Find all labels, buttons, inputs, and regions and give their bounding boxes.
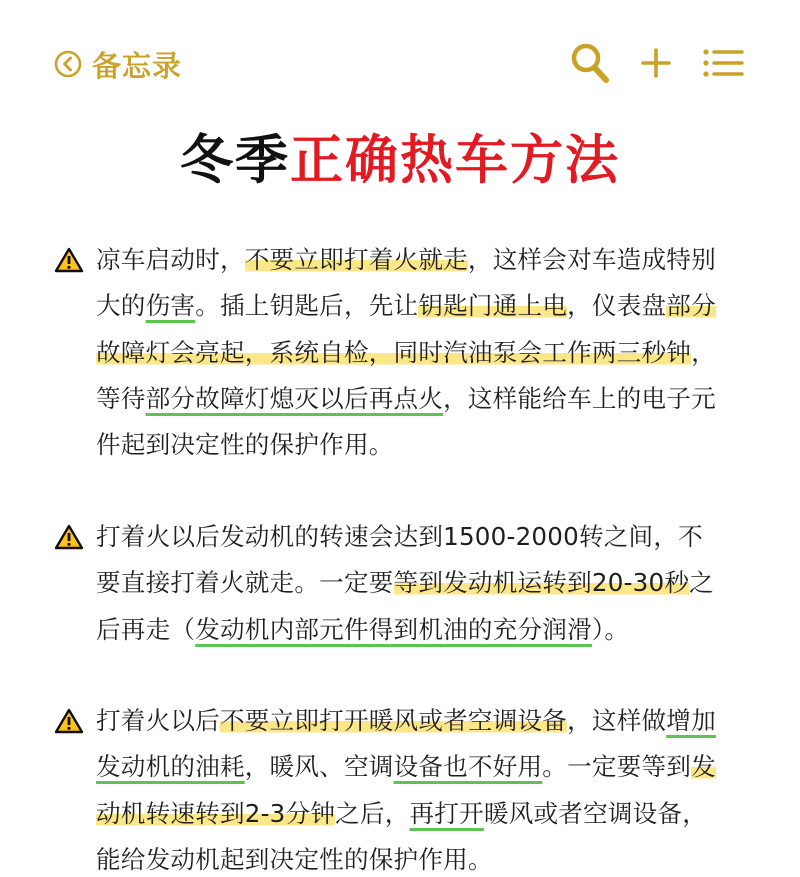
highlighted-text: 等到发动机运转到20-30秒 [393, 568, 690, 598]
text-segment: ， [691, 337, 716, 367]
highlighted-text: 动机转速转到2-3分钟 [96, 798, 336, 828]
underlined-text: 发动机的油耗 [96, 752, 245, 782]
text-line [96, 428, 394, 462]
text-line [96, 336, 716, 370]
highlighted-text: 发 [691, 752, 716, 782]
highlighted-text: 故障灯会亮起，系统自检，同时汽油泵会工作两三秒钟 [96, 337, 692, 367]
title-red-part: 正确热车方法 [290, 130, 620, 191]
title-black-part: 冬季 [180, 130, 290, 191]
text-segment: 后再走（ [96, 614, 196, 644]
text-segment: 。插上钥匙后，先让 [195, 291, 419, 321]
text-segment: 之后， [335, 798, 410, 828]
warning-icon [54, 247, 84, 273]
underlined-text: 发动机内部元件得到机油的充分润滑 [195, 614, 592, 644]
text-line [96, 566, 714, 600]
text-segment: ，这样会对车造成特别 [467, 245, 716, 274]
text-line [96, 289, 716, 323]
text-segment: ，这样做 [567, 706, 667, 735]
highlighted-text: 钥匙门通上电 [418, 291, 568, 321]
text-line [96, 520, 703, 554]
underlined-text: 再打开 [409, 798, 484, 828]
back-label: 备忘录 [92, 48, 183, 83]
text-line [96, 704, 716, 738]
underlined-text: 设备也不好用 [393, 752, 543, 782]
underlined-text: 增加 [666, 706, 716, 735]
text-segment: ）。 [591, 614, 630, 644]
text-segment: 暖风或者空调设备， [483, 798, 708, 828]
text-segment: 大的 [96, 291, 146, 321]
text-segment: 。一定要等到 [542, 752, 692, 782]
warning-icon [54, 708, 84, 734]
text-line [96, 382, 716, 416]
text-segment: 要直接打着火就走。一定要 [96, 568, 394, 598]
underlined-text: 伤害 [145, 291, 196, 321]
text-segment: 打着火以后 [96, 706, 220, 735]
underlined-text: 部分故障灯熄灭以后再点火 [145, 383, 444, 413]
highlighted-text: 不要立即打着火就走 [244, 245, 468, 274]
text-segment: 之 [689, 568, 714, 598]
highlighted-text: 部分 [666, 291, 716, 321]
text-segment: 能给发动机起到决定性的保护作用。 [96, 844, 493, 874]
text-line [96, 797, 707, 831]
text-line [96, 750, 716, 784]
text-segment: 件起到决定性的保护作用。 [96, 430, 394, 460]
text-segment: ，暖风、空调 [244, 752, 394, 782]
text-segment: ，仪表盘 [567, 291, 667, 321]
text-line [96, 243, 716, 277]
text-segment: 凉车启动时， [96, 245, 245, 274]
text-segment: ，这样能给车上的电子元 [443, 383, 716, 413]
text-line [96, 843, 493, 877]
highlighted-text: 不要立即打开暖风或者空调设备 [219, 706, 568, 735]
text-segment: 等待 [96, 383, 146, 413]
text-line [96, 613, 629, 647]
text-segment: 打着火以后发动机的转速会达到1500-2000转之间，不 [96, 522, 703, 551]
warning-icon [54, 524, 84, 550]
